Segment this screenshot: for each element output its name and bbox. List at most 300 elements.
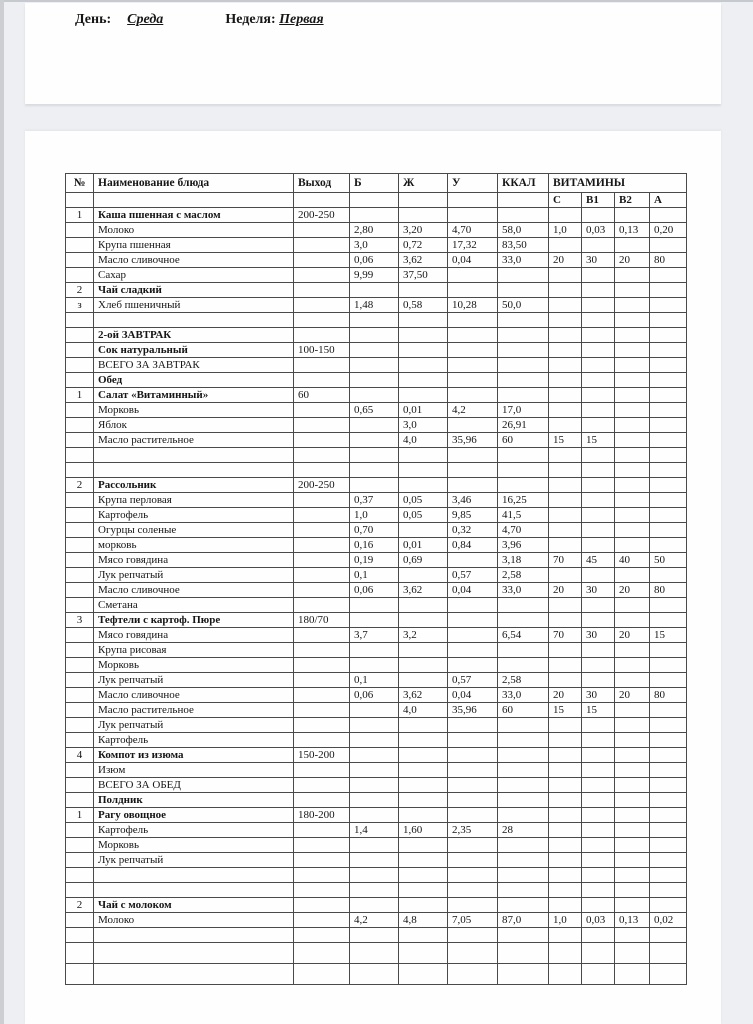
cell-vit-c: 20 bbox=[549, 253, 582, 268]
cell-kcal bbox=[498, 478, 549, 493]
table-row bbox=[66, 778, 687, 793]
table-row bbox=[66, 964, 687, 985]
cell-vit-c bbox=[549, 598, 582, 613]
cell-name: Масло сливочное bbox=[94, 253, 294, 268]
table-row bbox=[66, 403, 687, 418]
cell-vit-c bbox=[549, 898, 582, 913]
col-header-protein: Б bbox=[350, 174, 399, 193]
cell-vit-a bbox=[650, 433, 687, 448]
col-header-vit-c: С bbox=[549, 193, 582, 208]
col-header-vit-b2: B2 bbox=[615, 193, 650, 208]
cell-vit-a bbox=[650, 373, 687, 388]
table-row bbox=[66, 523, 687, 538]
cell-fat: 3,0 bbox=[399, 418, 448, 433]
cell-fat bbox=[399, 613, 448, 628]
cell-kcal bbox=[498, 208, 549, 223]
cell-out bbox=[294, 313, 350, 328]
table-row bbox=[66, 448, 687, 463]
cell-name: Хлеб пшеничный bbox=[94, 298, 294, 313]
cell-vit-b1: 15 bbox=[582, 703, 615, 718]
cell-name: Сахар bbox=[94, 268, 294, 283]
cell-name: Мясо говядина bbox=[94, 628, 294, 643]
cell-vit-a: 0,20 bbox=[650, 223, 687, 238]
cell-carbs: 17,32 bbox=[448, 238, 498, 253]
cell-protein bbox=[350, 964, 399, 985]
col-header-num: № bbox=[66, 174, 94, 193]
table-row bbox=[66, 283, 687, 298]
cell-vit-b2 bbox=[615, 778, 650, 793]
table-row bbox=[66, 358, 687, 373]
cell-num bbox=[66, 403, 94, 418]
cell-vit-b1 bbox=[582, 793, 615, 808]
header-spacer bbox=[350, 193, 399, 208]
cell-name: Яблок bbox=[94, 418, 294, 433]
cell-out bbox=[294, 763, 350, 778]
cell-protein bbox=[350, 703, 399, 718]
cell-num bbox=[66, 253, 94, 268]
cell-vit-a bbox=[650, 313, 687, 328]
cell-vit-a bbox=[650, 568, 687, 583]
cell-vit-b2 bbox=[615, 358, 650, 373]
cell-vit-b2 bbox=[615, 298, 650, 313]
cell-num bbox=[66, 733, 94, 748]
table-row bbox=[66, 568, 687, 583]
cell-vit-a bbox=[650, 733, 687, 748]
cell-vit-b1 bbox=[582, 868, 615, 883]
table-row bbox=[66, 673, 687, 688]
cell-carbs bbox=[448, 373, 498, 388]
table-row bbox=[66, 223, 687, 238]
table-row bbox=[66, 253, 687, 268]
cell-vit-c bbox=[549, 343, 582, 358]
cell-out bbox=[294, 463, 350, 478]
cell-protein bbox=[350, 838, 399, 853]
cell-out bbox=[294, 964, 350, 985]
header-spacer bbox=[448, 193, 498, 208]
cell-kcal bbox=[498, 733, 549, 748]
cell-name bbox=[94, 928, 294, 943]
cell-vit-b1 bbox=[582, 418, 615, 433]
cell-num bbox=[66, 238, 94, 253]
header-spacer bbox=[399, 193, 448, 208]
cell-vit-c bbox=[549, 298, 582, 313]
menu-table-body bbox=[66, 208, 687, 985]
cell-vit-b2 bbox=[615, 373, 650, 388]
cell-fat bbox=[399, 928, 448, 943]
cell-num bbox=[66, 583, 94, 598]
cell-kcal: 33,0 bbox=[498, 253, 549, 268]
cell-vit-b2 bbox=[615, 568, 650, 583]
cell-kcal: 58,0 bbox=[498, 223, 549, 238]
cell-name: ВСЕГО ЗА ОБЕД bbox=[94, 778, 294, 793]
cell-carbs bbox=[448, 628, 498, 643]
cell-carbs bbox=[448, 208, 498, 223]
cell-vit-b2: 0,13 bbox=[615, 223, 650, 238]
cell-vit-b1: 45 bbox=[582, 553, 615, 568]
header-spacer bbox=[66, 193, 94, 208]
cell-vit-b2 bbox=[615, 523, 650, 538]
cell-kcal: 50,0 bbox=[498, 298, 549, 313]
cell-vit-b1: 15 bbox=[582, 433, 615, 448]
cell-kcal bbox=[498, 373, 549, 388]
cell-vit-a bbox=[650, 718, 687, 733]
table-row bbox=[66, 598, 687, 613]
cell-vit-c bbox=[549, 673, 582, 688]
cell-protein bbox=[350, 613, 399, 628]
cell-vit-b1 bbox=[582, 823, 615, 838]
cell-vit-b2 bbox=[615, 853, 650, 868]
cell-vit-a bbox=[650, 388, 687, 403]
cell-vit-b2 bbox=[615, 808, 650, 823]
cell-out bbox=[294, 238, 350, 253]
cell-vit-c: 1,0 bbox=[549, 913, 582, 928]
table-row bbox=[66, 463, 687, 478]
cell-protein bbox=[350, 808, 399, 823]
cell-name: Масло растительное bbox=[94, 433, 294, 448]
cell-vit-c bbox=[549, 418, 582, 433]
cell-num bbox=[66, 643, 94, 658]
cell-protein bbox=[350, 883, 399, 898]
document-page-table bbox=[25, 131, 721, 1024]
cell-out bbox=[294, 298, 350, 313]
cell-protein bbox=[350, 718, 399, 733]
cell-vit-b1: 30 bbox=[582, 688, 615, 703]
col-header-out: Выход bbox=[294, 174, 350, 193]
cell-kcal: 83,50 bbox=[498, 238, 549, 253]
cell-out bbox=[294, 913, 350, 928]
cell-vit-b1 bbox=[582, 898, 615, 913]
cell-vit-b1 bbox=[582, 403, 615, 418]
cell-carbs: 35,96 bbox=[448, 433, 498, 448]
cell-kcal bbox=[498, 598, 549, 613]
cell-kcal bbox=[498, 868, 549, 883]
cell-vit-b1 bbox=[582, 283, 615, 298]
table-row bbox=[66, 883, 687, 898]
cell-fat bbox=[399, 658, 448, 673]
cell-fat bbox=[399, 283, 448, 298]
cell-fat bbox=[399, 748, 448, 763]
cell-protein bbox=[350, 868, 399, 883]
cell-fat: 0,69 bbox=[399, 553, 448, 568]
cell-kcal bbox=[498, 943, 549, 964]
cell-fat bbox=[399, 943, 448, 964]
cell-fat: 37,50 bbox=[399, 268, 448, 283]
cell-carbs bbox=[448, 718, 498, 733]
cell-name: Картофель bbox=[94, 733, 294, 748]
cell-carbs: 3,46 bbox=[448, 493, 498, 508]
cell-name: Масло сливочное bbox=[94, 688, 294, 703]
cell-name: Морковь bbox=[94, 838, 294, 853]
cell-name: Лук репчатый bbox=[94, 718, 294, 733]
cell-vit-b2 bbox=[615, 313, 650, 328]
cell-num bbox=[66, 418, 94, 433]
cell-fat: 3,62 bbox=[399, 583, 448, 598]
cell-num bbox=[66, 793, 94, 808]
cell-out bbox=[294, 403, 350, 418]
cell-fat: 0,05 bbox=[399, 493, 448, 508]
cell-fat: 3,62 bbox=[399, 253, 448, 268]
cell-protein: 1,0 bbox=[350, 508, 399, 523]
cell-name: Чай с молоком bbox=[94, 898, 294, 913]
cell-vit-a bbox=[650, 478, 687, 493]
cell-out bbox=[294, 778, 350, 793]
cell-vit-b2 bbox=[615, 448, 650, 463]
cell-fat bbox=[399, 388, 448, 403]
cell-vit-c: 20 bbox=[549, 688, 582, 703]
cell-name: Морковь bbox=[94, 658, 294, 673]
cell-vit-b1 bbox=[582, 298, 615, 313]
cell-protein: 0,06 bbox=[350, 688, 399, 703]
cell-out bbox=[294, 718, 350, 733]
cell-name bbox=[94, 448, 294, 463]
cell-num bbox=[66, 778, 94, 793]
table-row bbox=[66, 553, 687, 568]
cell-name: Крупа перловая bbox=[94, 493, 294, 508]
cell-kcal: 2,58 bbox=[498, 673, 549, 688]
cell-kcal bbox=[498, 448, 549, 463]
cell-name: Рагу овощное bbox=[94, 808, 294, 823]
cell-vit-b1: 30 bbox=[582, 628, 615, 643]
cell-num: 1 bbox=[66, 208, 94, 223]
cell-fat bbox=[399, 358, 448, 373]
table-row bbox=[66, 808, 687, 823]
cell-vit-b2 bbox=[615, 928, 650, 943]
cell-carbs bbox=[448, 748, 498, 763]
cell-vit-c bbox=[549, 943, 582, 964]
cell-vit-b2: 20 bbox=[615, 628, 650, 643]
cell-vit-b1 bbox=[582, 463, 615, 478]
cell-protein bbox=[350, 898, 399, 913]
cell-vit-a bbox=[650, 778, 687, 793]
menu-table bbox=[65, 173, 687, 985]
cell-kcal bbox=[498, 463, 549, 478]
table-row bbox=[66, 238, 687, 253]
cell-vit-b1 bbox=[582, 373, 615, 388]
cell-name bbox=[94, 868, 294, 883]
cell-name: Морковь bbox=[94, 403, 294, 418]
cell-fat bbox=[399, 478, 448, 493]
cell-num bbox=[66, 658, 94, 673]
col-header-fat: Ж bbox=[399, 174, 448, 193]
cell-vit-b1 bbox=[582, 238, 615, 253]
cell-out: 200-250 bbox=[294, 208, 350, 223]
cell-out: 150-200 bbox=[294, 748, 350, 763]
cell-name: Картофель bbox=[94, 508, 294, 523]
cell-kcal bbox=[498, 838, 549, 853]
cell-vit-a bbox=[650, 358, 687, 373]
cell-vit-c bbox=[549, 523, 582, 538]
cell-carbs bbox=[448, 463, 498, 478]
cell-name: Лук репчатый bbox=[94, 853, 294, 868]
cell-vit-c bbox=[549, 448, 582, 463]
cell-num bbox=[66, 853, 94, 868]
cell-out bbox=[294, 898, 350, 913]
cell-out bbox=[294, 553, 350, 568]
table-row bbox=[66, 298, 687, 313]
cell-name: Рассольник bbox=[94, 478, 294, 493]
header-spacer bbox=[94, 193, 294, 208]
cell-out bbox=[294, 373, 350, 388]
cell-vit-c bbox=[549, 658, 582, 673]
cell-name: Обед bbox=[94, 373, 294, 388]
cell-carbs bbox=[448, 733, 498, 748]
cell-num bbox=[66, 703, 94, 718]
table-row bbox=[66, 208, 687, 223]
cell-out bbox=[294, 583, 350, 598]
cell-num: 2 bbox=[66, 898, 94, 913]
cell-carbs bbox=[448, 598, 498, 613]
cell-name bbox=[94, 313, 294, 328]
cell-vit-b2 bbox=[615, 343, 650, 358]
cell-protein bbox=[350, 358, 399, 373]
cell-out bbox=[294, 598, 350, 613]
cell-out bbox=[294, 433, 350, 448]
cell-num: 2 bbox=[66, 478, 94, 493]
cell-out bbox=[294, 733, 350, 748]
cell-fat bbox=[399, 853, 448, 868]
cell-protein bbox=[350, 313, 399, 328]
cell-fat bbox=[399, 778, 448, 793]
cell-vit-a bbox=[650, 823, 687, 838]
cell-vit-a bbox=[650, 493, 687, 508]
cell-num bbox=[66, 448, 94, 463]
cell-fat: 0,05 bbox=[399, 508, 448, 523]
cell-out bbox=[294, 883, 350, 898]
cell-name bbox=[94, 943, 294, 964]
cell-protein: 4,2 bbox=[350, 913, 399, 928]
cell-protein: 0,1 bbox=[350, 568, 399, 583]
cell-name: Молоко bbox=[94, 223, 294, 238]
cell-out bbox=[294, 928, 350, 943]
cell-fat bbox=[399, 313, 448, 328]
cell-fat bbox=[399, 523, 448, 538]
cell-carbs bbox=[448, 448, 498, 463]
cell-vit-c bbox=[549, 763, 582, 778]
cell-num: 4 bbox=[66, 748, 94, 763]
cell-carbs bbox=[448, 883, 498, 898]
cell-fat: 1,60 bbox=[399, 823, 448, 838]
cell-vit-b1 bbox=[582, 358, 615, 373]
cell-protein bbox=[350, 778, 399, 793]
table-row bbox=[66, 373, 687, 388]
cell-vit-b2 bbox=[615, 823, 650, 838]
cell-out bbox=[294, 328, 350, 343]
table-row bbox=[66, 718, 687, 733]
cell-protein bbox=[350, 598, 399, 613]
cell-fat: 3,20 bbox=[399, 223, 448, 238]
cell-out bbox=[294, 253, 350, 268]
window-top-edge bbox=[0, 0, 753, 2]
cell-vit-a bbox=[650, 343, 687, 358]
cell-protein: 0,1 bbox=[350, 673, 399, 688]
cell-vit-c: 15 bbox=[549, 433, 582, 448]
cell-vit-b1 bbox=[582, 853, 615, 868]
cell-vit-b2 bbox=[615, 403, 650, 418]
cell-carbs bbox=[448, 613, 498, 628]
cell-vit-b1 bbox=[582, 268, 615, 283]
cell-vit-a bbox=[650, 208, 687, 223]
cell-fat bbox=[399, 763, 448, 778]
cell-carbs bbox=[448, 763, 498, 778]
cell-kcal bbox=[498, 748, 549, 763]
cell-carbs: 4,2 bbox=[448, 403, 498, 418]
cell-num bbox=[66, 763, 94, 778]
cell-vit-b1 bbox=[582, 763, 615, 778]
cell-name bbox=[94, 883, 294, 898]
cell-num bbox=[66, 313, 94, 328]
cell-carbs: 9,85 bbox=[448, 508, 498, 523]
table-row bbox=[66, 853, 687, 868]
table-row bbox=[66, 928, 687, 943]
cell-protein bbox=[350, 733, 399, 748]
cell-kcal bbox=[498, 343, 549, 358]
cell-fat bbox=[399, 568, 448, 583]
cell-carbs bbox=[448, 388, 498, 403]
cell-num bbox=[66, 343, 94, 358]
cell-fat bbox=[399, 598, 448, 613]
cell-num: 1 bbox=[66, 808, 94, 823]
cell-vit-b2 bbox=[615, 283, 650, 298]
week-value: Первая bbox=[279, 12, 324, 27]
cell-vit-b1 bbox=[582, 388, 615, 403]
cell-out bbox=[294, 508, 350, 523]
cell-name: Огурцы соленые bbox=[94, 523, 294, 538]
cell-num bbox=[66, 718, 94, 733]
cell-num bbox=[66, 838, 94, 853]
cell-vit-c bbox=[549, 928, 582, 943]
cell-protein bbox=[350, 943, 399, 964]
cell-name: Изюм bbox=[94, 763, 294, 778]
cell-out bbox=[294, 658, 350, 673]
cell-num: 3 bbox=[66, 613, 94, 628]
header-row-vitamins bbox=[66, 193, 687, 208]
cell-vit-b2 bbox=[615, 478, 650, 493]
cell-vit-a bbox=[650, 928, 687, 943]
cell-carbs bbox=[448, 343, 498, 358]
cell-protein bbox=[350, 658, 399, 673]
cell-carbs bbox=[448, 478, 498, 493]
cell-kcal: 6,54 bbox=[498, 628, 549, 643]
cell-vit-b2 bbox=[615, 763, 650, 778]
cell-name: Масло растительное bbox=[94, 703, 294, 718]
cell-num: 1 bbox=[66, 388, 94, 403]
cell-out bbox=[294, 688, 350, 703]
table-row bbox=[66, 688, 687, 703]
cell-vit-c bbox=[549, 313, 582, 328]
cell-carbs bbox=[448, 853, 498, 868]
cell-out bbox=[294, 673, 350, 688]
cell-kcal bbox=[498, 793, 549, 808]
cell-protein bbox=[350, 928, 399, 943]
cell-kcal bbox=[498, 658, 549, 673]
table-row bbox=[66, 508, 687, 523]
cell-vit-b2 bbox=[615, 508, 650, 523]
cell-fat bbox=[399, 883, 448, 898]
cell-kcal: 17,0 bbox=[498, 403, 549, 418]
cell-protein: 0,70 bbox=[350, 523, 399, 538]
table-row bbox=[66, 493, 687, 508]
cell-num bbox=[66, 223, 94, 238]
cell-kcal bbox=[498, 808, 549, 823]
cell-num bbox=[66, 538, 94, 553]
cell-vit-b2 bbox=[615, 748, 650, 763]
cell-vit-b2: 20 bbox=[615, 583, 650, 598]
cell-out: 180-200 bbox=[294, 808, 350, 823]
cell-vit-b2 bbox=[615, 658, 650, 673]
cell-out bbox=[294, 628, 350, 643]
cell-vit-a: 0,02 bbox=[650, 913, 687, 928]
cell-vit-c bbox=[549, 493, 582, 508]
